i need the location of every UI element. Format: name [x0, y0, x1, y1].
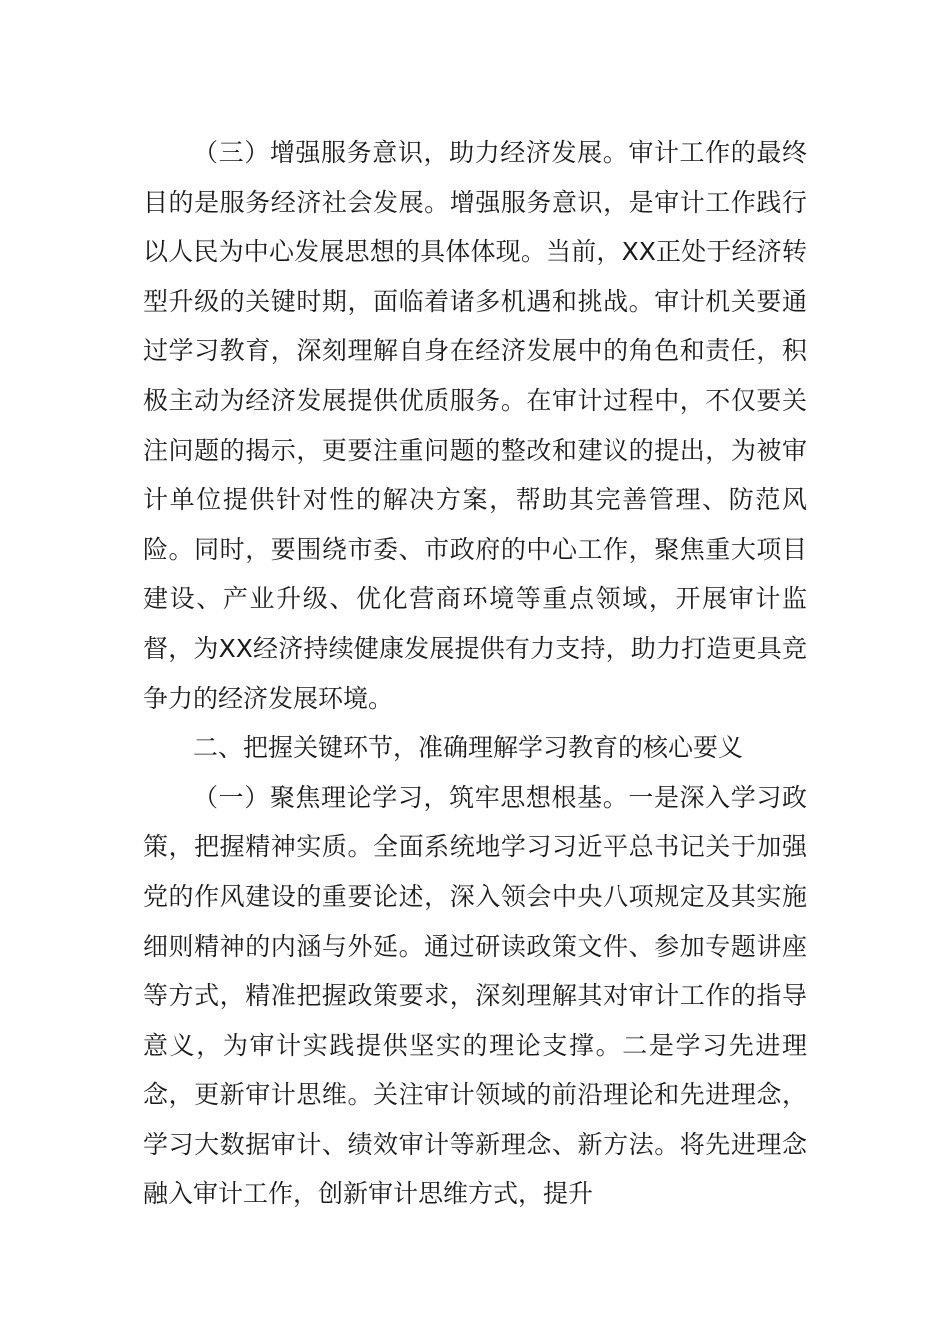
- paragraph-service-awareness: （三）增强服务意识，助力经济发展。审计工作的最终目的是服务经济社会发展。增强服务意识，是审计工作践行以人民为中心发展思想的具体体现。当前，XX正处于经济转型升级的关键时期，面临着诸多机遇和挑战。审计机关要通过学习教育，深刻理解自身在经济发展中的角色和责任，积极主动为经济发展提供优质服务。在审计过程中，不仅要关注问题的揭示，更要注重问题的整改和建议的提出，为被审计单位提供针对性的解决方案，帮助其完善管理、防范风险。同时，要围绕市委、市政府的中心工作，聚焦重大项目建设、产业升级、优化营商环境等重点领域，开展审计监督，为XX经济持续健康发展提供有力支持，助力打造更具竞争力的经济发展环境。: [143, 138, 807, 713]
- document-body: [143, 128, 807, 1219]
- section-heading-2: 二、把握关键环节，准确理解学习教育的核心要义: [193, 733, 744, 763]
- paragraph-theory-study: （一）聚焦理论学习，筑牢思想根基。一是深入学习政策，把握精神实质。全面系统地学习习近平总书记关于加强党的作风建设的重要论述，深入领会中央八项规定及其实施细则精神的内涵与外延。通过研读政策文件、参加专题讲座等方式，精准把握政策要求，深刻理解其对审计工作的指导意义，为审计实践提供坚实的理论支撑。二是学习先进理念，更新审计思维。关注审计领域的前沿理论和先进理念，学习大数据审计、绩效审计等新理念、新方法。将先进理念融入审计工作，创新审计思维方式，提升: [143, 782, 807, 1209]
